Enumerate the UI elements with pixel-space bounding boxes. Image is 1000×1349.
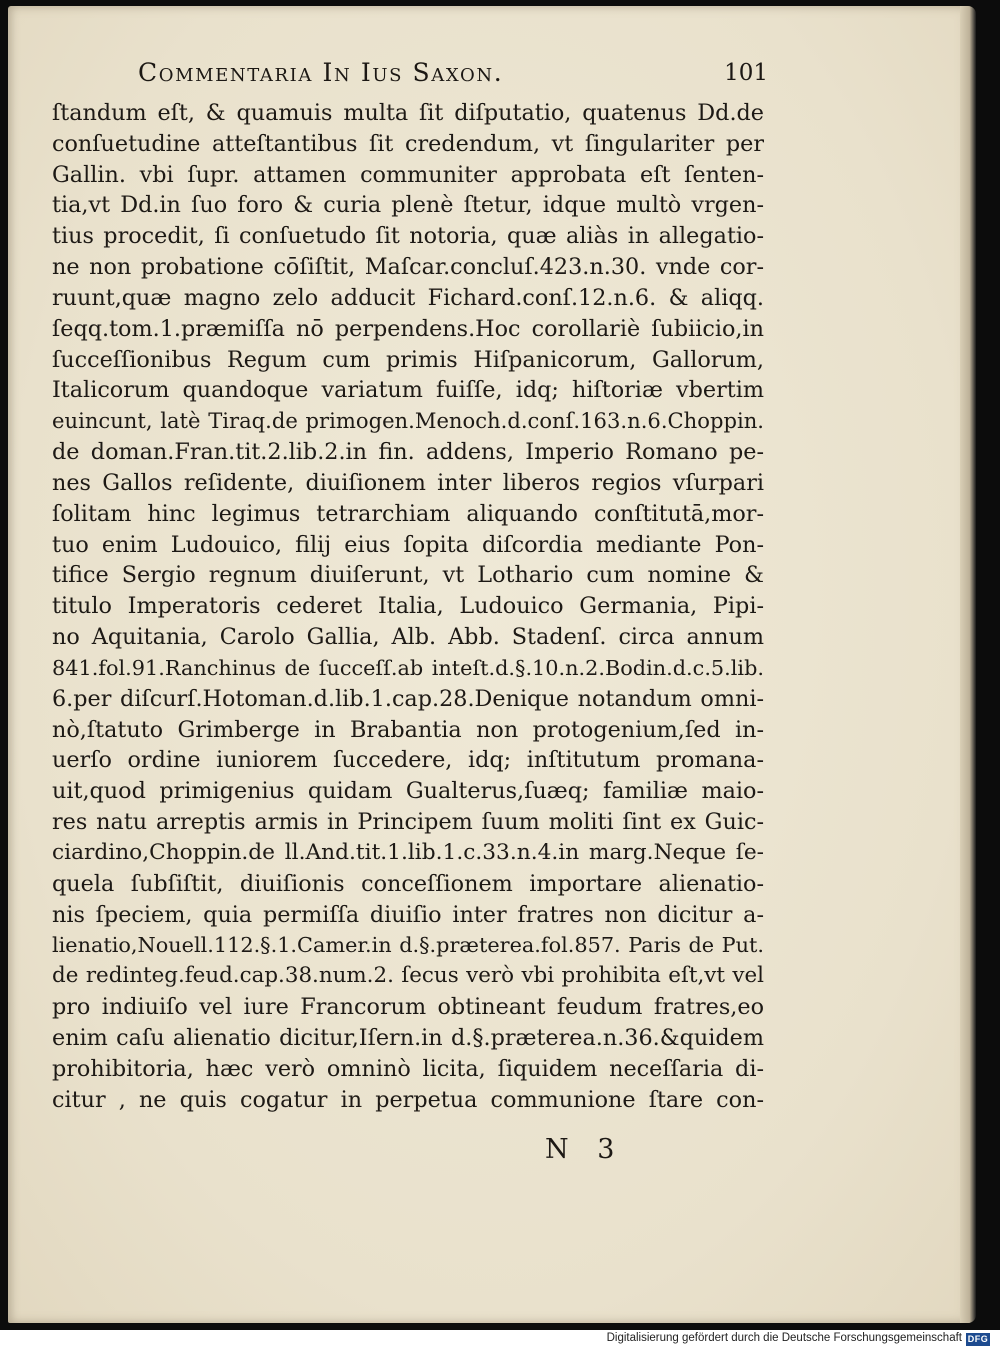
text-line: tuo enim Ludouico, filij eius ſopita diſcordia mediante Pon- xyxy=(52,531,764,558)
text-line: res natu arreptis armis in Principem ſuum moliti ſint ex Guic- xyxy=(52,809,764,836)
text-line: pro indiuiſo vel iure Francorum obtineant feudum fratres,eo xyxy=(52,994,764,1021)
page-number: 101 xyxy=(724,60,768,86)
page-edge xyxy=(960,6,976,1323)
dfg-logo: DFG xyxy=(967,1334,989,1344)
text-line: tifice Sergio regnum diuiſerunt, vt Lothario cum nomine & xyxy=(52,562,764,589)
text-line: conſuetudine atteſtantibus ſit credendum, vt ſingulariter per xyxy=(52,130,764,157)
text-line: no Aquitania, Carolo Gallia, Alb. Abb. Stadenſ. circa annum xyxy=(52,624,764,651)
text-line: tia,vt Dd.in ſuo foro & curia plenè ſtetur, idque multò vrgen- xyxy=(52,192,764,219)
text-line: enim caſu alienatio dicitur,Iſern.in d.§.præterea.n.36.&quidem xyxy=(52,1024,764,1051)
text-line: 841.fol.91.Ranchinus de ſucceſſ.ab inteſt.d.§.10.n.2.Bodin.d.c.5.lib. xyxy=(52,655,764,680)
text-line: ciardino,Choppin.de ll.And.tit.1.lib.1.c.33.n.4.in marg.Neque ſe- xyxy=(52,839,764,865)
text-line: 6.per diſcurſ.Hotoman.d.lib.1.cap.28.Denique notandum omni- xyxy=(52,685,764,712)
running-title: Commentaria In Ius Saxon. xyxy=(138,58,504,87)
text-line: prohibitoria, hæc verò omninò licita, ſiquidem neceſſaria di- xyxy=(52,1055,764,1082)
text-line: euincunt, latè Tiraq.de primogen.Menoch.d.conſ.163.n.6.Choppin. xyxy=(52,408,764,434)
text-line: ruunt,quæ magno zelo adducit Fichard.conſ.12.n.6. & aliqq. xyxy=(52,284,764,311)
page-header xyxy=(138,58,768,94)
text-line: ſolitam hinc legimus tetrarchiam aliquando conſtitutā,mor- xyxy=(52,500,764,527)
text-line: de doman.Fran.tit.2.lib.2.in fin. addens, Imperio Romano pe- xyxy=(52,439,764,466)
text-line: titulo Imperatoris cederet Italia, Ludouico Germania, Pipi- xyxy=(52,593,764,620)
text-line: tius procedit, ſi conſuetudo ſit notoria, quæ aliàs in allegatio- xyxy=(52,223,764,250)
text-line: ſeqq.tom.1.præmiſſa nō perpendens.Hoc corollariè ſubiicio,in xyxy=(52,315,764,342)
text-line: uit,quod primigenius quidam Gualterus,ſuæq; familiæ maio- xyxy=(52,778,764,805)
funding-credit: Digitalisierung gefördert durch die Deutsche Forschungsgemeinschaft xyxy=(606,1332,962,1344)
text-line: nis ſpeciem, quia permiſſa diuiſio inter fratres non dicitur a- xyxy=(52,901,764,928)
digitization-footer xyxy=(0,1330,1000,1349)
text-line: nò,ſtatuto Grimberge in Brabantia non protogenium,ſed in- xyxy=(52,716,764,743)
signature-mark: N 3 xyxy=(545,1134,625,1165)
text-line: nes Gallos reſidente, diuiſionem inter liberos regios vſurpari xyxy=(52,469,764,496)
text-line: uerſo ordine iuniorem ſuccedere, idq; inſtitutum promana- xyxy=(52,747,764,774)
text-line: lienatio,Nouell.112.§.1.Camer.in d.§.præterea.fol.857. Paris de Put. xyxy=(52,933,764,958)
text-line: Gallin. vbi ſupr. attamen communiter approbata eſt ſenten- xyxy=(52,161,764,188)
text-line: Italicorum quandoque variatum fuiſſe, idq; hiſtoriæ vbertim xyxy=(52,377,764,404)
text-line: ne non probatione cōſiſtit, Maſcar.concluſ.423.n.30. vnde cor- xyxy=(52,254,764,281)
text-line: citur , ne quis cogatur in perpetua communione ſtare con- xyxy=(52,1086,764,1113)
body-text xyxy=(52,98,764,1115)
text-line: ſucceſſionibus Regum cum primis Hiſpanicorum, Gallorum, xyxy=(52,346,764,373)
text-line: ſtandum eſt, & quamuis multa ſit diſputatio, quatenus Dd.de xyxy=(52,100,764,126)
text-line: de redinteg.feud.cap.38.num.2. ſecus verò vbi prohibita eſt,vt vel xyxy=(52,963,764,989)
text-line: quela ſubſiſtit, diuiſionis conceſſionem importare alienatio- xyxy=(52,870,764,897)
